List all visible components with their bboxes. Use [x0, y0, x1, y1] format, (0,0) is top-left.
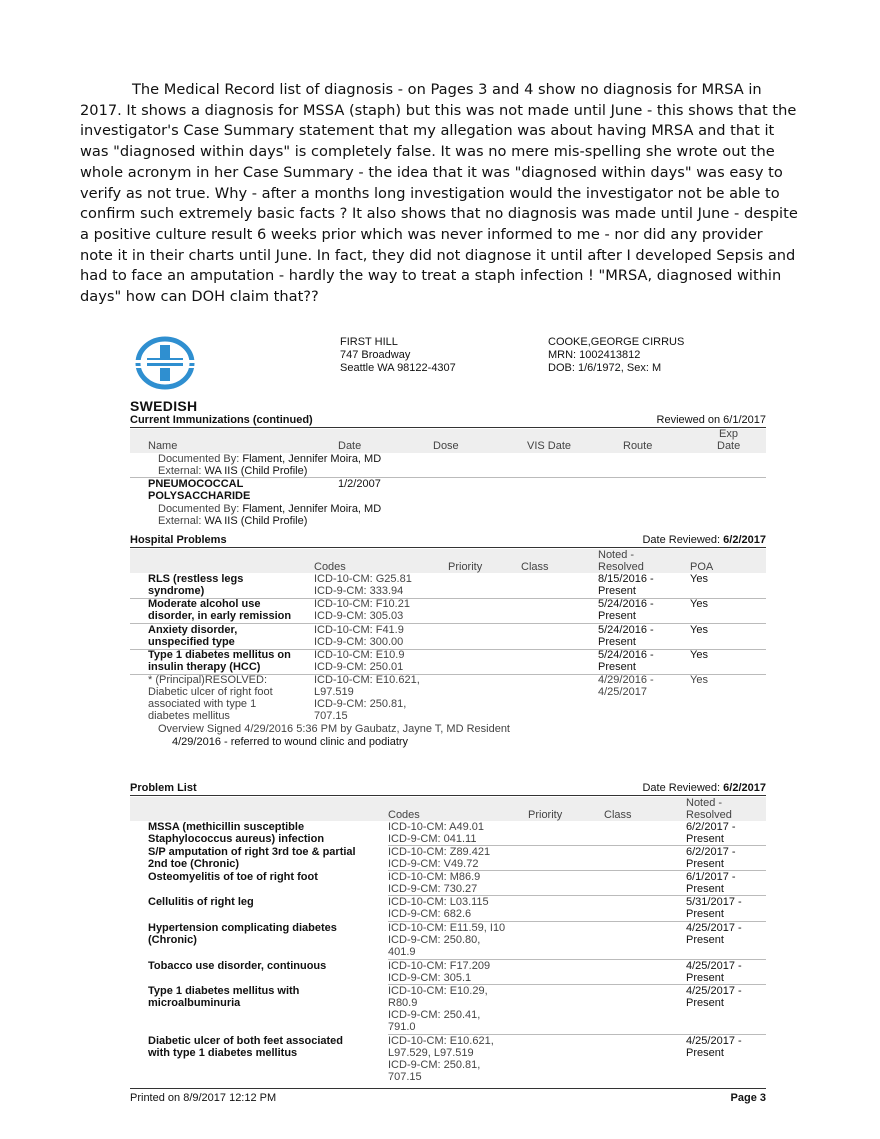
problem-list-code: ICD-10-CM: A49.01 — [388, 821, 484, 833]
problem-list-date: 4/25/2017 - — [686, 922, 742, 934]
problem-name: Moderate alcohol use — [148, 598, 261, 610]
col-date: Date — [338, 440, 362, 452]
problem-list-date: Present — [686, 858, 724, 870]
hospital-name: FIRST HILL — [340, 336, 398, 348]
problem-list-code: ICD-9-CM: V49.72 — [388, 858, 479, 870]
problem-list-date: Present — [686, 883, 724, 895]
problem-list-name: S/P amputation of right 3rd toe & partial — [148, 846, 356, 858]
immunizations-title: Current Immunizations (continued) — [130, 414, 313, 426]
problem-list-name: MSSA (methicillin susceptible — [148, 821, 305, 833]
problem-code: ICD-10-CM: E10.9 — [314, 649, 405, 661]
problem-list-name: Type 1 diabetes mellitus with — [148, 985, 300, 997]
problem-poa: Yes — [690, 573, 708, 585]
resolved-code-4: 707.15 — [314, 710, 348, 722]
problem-list-name: Diabetic ulcer of both feet associated — [148, 1035, 343, 1047]
problem-list-name: Tobacco use disorder, continuous — [148, 960, 327, 972]
vaccine-name-line2: POLYSACCHARIDE — [148, 490, 251, 502]
printed-on: Printed on 8/9/2017 12:12 PM — [130, 1092, 277, 1104]
page-footer — [130, 1088, 766, 1104]
problem-list-code: ICD-9-CM: 250.81, — [388, 1059, 481, 1071]
problem-list-name: Hypertension complicating diabetes — [148, 922, 337, 934]
problem-code: ICD-10-CM: F41.9 — [314, 624, 404, 636]
brand-name: SWEDISH — [130, 398, 198, 414]
col-exp: Exp — [719, 428, 738, 440]
problem-list-code: ICD-10-CM: E10.29, — [388, 985, 488, 997]
intro-paragraph: The Medical Record list of diagnosis - on Pages 3 and 4 show no diagnosis for MRSA in 2017. It shows a diagnosis for MSSA (staph) but this was not made until June - this shows that the investigator's Case Summary statement that my allegation was about having MRSA and that it was "diagnosed within days" is completely false. It was no mere mis-spelling she wrote out the whole acronym in her Case Summary - the idea that it was "diagnosed within days" was easy to verify as not true. Why - after a months long investigation would the investigator not be able to confirm such extremely basic facts ? It also shows that no diagnosis was made until June - despite a positive culture result 6 weeks prior which was never informed to me - nor did any provider note it in their charts until June. In fact, they did not diagnose it until after I developed Sepsis and had to face an amputation - hardly the way to treat a staph infection ! "MRSA, diagnosed within days" how can DOH claim that?? — [80, 81, 798, 306]
col-vis-date: VIS Date — [527, 440, 572, 452]
pl-col-noted: Noted - — [686, 797, 723, 809]
problem-poa: Yes — [690, 598, 708, 610]
problem-list-code: ICD-9-CM: 041.11 — [388, 833, 477, 845]
documented-by-2: Documented By: Flament, Jennifer Moira, MD — [158, 503, 382, 515]
patient-info — [548, 336, 684, 375]
problem-list-date: 5/31/2017 - — [686, 896, 742, 908]
problem-list-date: Present — [686, 934, 724, 946]
immunizations-header — [130, 414, 766, 428]
problem-code: ICD-9-CM: 250.01 — [314, 661, 404, 673]
problem-name: syndrome) — [148, 585, 205, 597]
intro-paragraph-block — [80, 80, 800, 308]
problem-name: insulin therapy (HCC) — [148, 661, 261, 673]
problem-code: ICD-9-CM: 305.03 — [314, 610, 404, 622]
vaccine-name-line1: PNEUMOCOCCAL — [148, 478, 244, 490]
pl-col-codes: Codes — [388, 809, 420, 821]
problem-list-name: Osteomyelitis of toe of right foot — [148, 871, 318, 883]
resolved-name-4: diabetes mellitus — [148, 710, 230, 722]
problem-name: disorder, in early remission — [148, 610, 292, 622]
problem-list-code: L97.529, L97.519 — [388, 1047, 474, 1059]
resolved-name-3: associated with type 1 — [148, 698, 257, 710]
hospital-problems-title: Hospital Problems — [130, 534, 227, 546]
documented-by-1: Documented By: Flament, Jennifer Moira, MD — [158, 453, 382, 465]
problem-list-code: ICD-9-CM: 250.41, — [388, 1009, 481, 1021]
problem-list-code: ICD-10-CM: E11.59, I10 — [388, 922, 506, 934]
problem-noted-date: 8/15/2016 - — [598, 573, 654, 585]
problem-list-date: 4/25/2017 - — [686, 960, 742, 972]
problem-code: ICD-9-CM: 333.94 — [314, 585, 404, 597]
patient-name: COOKE,GEORGE CIRRUS — [548, 336, 685, 348]
problem-list-code: ICD-10-CM: Z89.421 — [388, 846, 491, 858]
problem-name: RLS (restless legs — [148, 573, 244, 585]
pl-col-priority: Priority — [528, 809, 563, 821]
hp-col-resolved: Resolved — [598, 561, 644, 573]
overview-note: 4/29/2016 - referred to wound clinic and podiatry — [172, 736, 409, 748]
problem-list-name: Staphylococcus aureus) infection — [148, 833, 325, 845]
problem-list-code: ICD-10-CM: L03.115 — [388, 896, 489, 908]
col-exp-date: Date — [717, 440, 741, 452]
resolved-date-2: 4/25/2017 — [598, 686, 647, 698]
problem-list-code: ICD-9-CM: 305.1 — [388, 972, 472, 984]
pl-col-class: Class — [604, 809, 632, 821]
problem-noted-date: 5/24/2016 - — [598, 649, 654, 661]
external-2: External: WA IIS (Child Profile) — [158, 515, 308, 527]
problem-name: unspecified type — [148, 636, 235, 648]
col-name: Name — [148, 440, 178, 452]
problem-list-code: ICD-10-CM: F17.209 — [388, 960, 491, 972]
problem-list-code: ICD-9-CM: 250.80, — [388, 934, 481, 946]
problem-list-code: 401.9 — [388, 946, 416, 958]
problem-list-code: R80.9 — [388, 997, 418, 1009]
problem-resolved: Present — [598, 610, 636, 622]
problem-list-header — [130, 782, 766, 796]
problem-code: ICD-9-CM: 300.00 — [314, 636, 404, 648]
problem-list-code: ICD-10-CM: E10.621, — [388, 1035, 494, 1047]
problem-resolved: Present — [598, 636, 636, 648]
patient-dob: DOB: 1/6/1972, Sex: M — [548, 362, 662, 374]
problem-list-date: 4/25/2017 - — [686, 1035, 742, 1047]
resolved-poa: Yes — [690, 674, 708, 686]
resolved-code-3: ICD-9-CM: 250.81, — [314, 698, 407, 710]
hp-col-class: Class — [521, 561, 549, 573]
hospital-street: 747 Broadway — [340, 349, 411, 361]
hp-col-poa: POA — [690, 561, 714, 573]
problem-code: ICD-10-CM: G25.81 — [314, 573, 412, 585]
problem-list-date: Present — [686, 997, 724, 1009]
problem-list-name: with type 1 diabetes mellitus — [148, 1047, 298, 1059]
problem-list-name: Cellulitis of right leg — [148, 896, 254, 908]
problem-list-name: microalbuminuria — [148, 997, 241, 1009]
problem-list-reviewed: Date Reviewed: 6/2/2017 — [642, 782, 766, 794]
external-1: External: WA IIS (Child Profile) — [158, 465, 308, 477]
hospital-problems-header — [130, 534, 766, 548]
problem-list-date: 6/2/2017 - — [686, 821, 736, 833]
problem-list-code: ICD-10-CM: M86.9 — [388, 871, 481, 883]
problem-code: ICD-10-CM: F10.21 — [314, 598, 410, 610]
overview-signed: Overview Signed 4/29/2016 5:36 PM by Gaubatz, Jayne T, MD Resident — [158, 723, 510, 735]
problem-list-date: 6/1/2017 - — [686, 871, 736, 883]
problem-resolved: Present — [598, 585, 636, 597]
resolved-date-1: 4/29/2016 - — [598, 674, 654, 686]
problem-list-date: Present — [686, 972, 724, 984]
problem-list-date: Present — [686, 908, 724, 920]
hospital-address — [340, 336, 456, 375]
hp-col-priority: Priority — [448, 561, 483, 573]
patient-mrn: MRN: 1002413812 — [548, 349, 641, 361]
problem-noted-date: 5/24/2016 - — [598, 624, 654, 636]
vaccine-date: 1/2/2007 — [338, 478, 381, 490]
problem-poa: Yes — [690, 649, 708, 661]
swedish-logo-icon — [134, 336, 196, 390]
hp-col-codes: Codes — [314, 561, 346, 573]
problem-list-code: ICD-9-CM: 682.6 — [388, 908, 472, 920]
problem-list-title: Problem List — [130, 782, 197, 794]
problem-noted-date: 5/24/2016 - — [598, 598, 654, 610]
problem-list-date: 4/25/2017 - — [686, 985, 742, 997]
problem-name: Type 1 diabetes mellitus on — [148, 649, 291, 661]
hospital-city: Seattle WA 98122-4307 — [340, 362, 456, 374]
problem-list-name: (Chronic) — [148, 934, 197, 946]
problem-name: Anxiety disorder, — [148, 624, 238, 636]
problem-list-date: Present — [686, 833, 724, 845]
problem-list-name: 2nd toe (Chronic) — [148, 858, 240, 870]
resolved-name-2: Diabetic ulcer of right foot — [148, 686, 273, 698]
problem-list-code: 791.0 — [388, 1021, 416, 1033]
page-number: Page 3 — [730, 1092, 766, 1104]
pl-col-resolved: Resolved — [686, 809, 732, 821]
hospital-problems-reviewed: Date Reviewed: 6/2/2017 — [642, 534, 766, 546]
resolved-code-2: L97.519 — [314, 686, 354, 698]
problem-list-code: 707.15 — [388, 1071, 422, 1083]
problem-poa: Yes — [690, 624, 708, 636]
problem-list-code: ICD-9-CM: 730.27 — [388, 883, 478, 895]
problem-list-date: Present — [686, 1047, 724, 1059]
resolved-name-1: * (Principal)RESOLVED: — [148, 674, 267, 686]
problem-list-column-band — [130, 797, 766, 821]
col-route: Route — [623, 440, 653, 452]
col-dose: Dose — [433, 440, 459, 452]
problem-resolved: Present — [598, 661, 636, 673]
problem-list-date: 6/2/2017 - — [686, 846, 736, 858]
hp-col-noted: Noted - — [598, 549, 635, 561]
immunizations-reviewed: Reviewed on 6/1/2017 — [656, 414, 766, 426]
resolved-code-1: ICD-10-CM: E10.621, — [314, 674, 420, 686]
